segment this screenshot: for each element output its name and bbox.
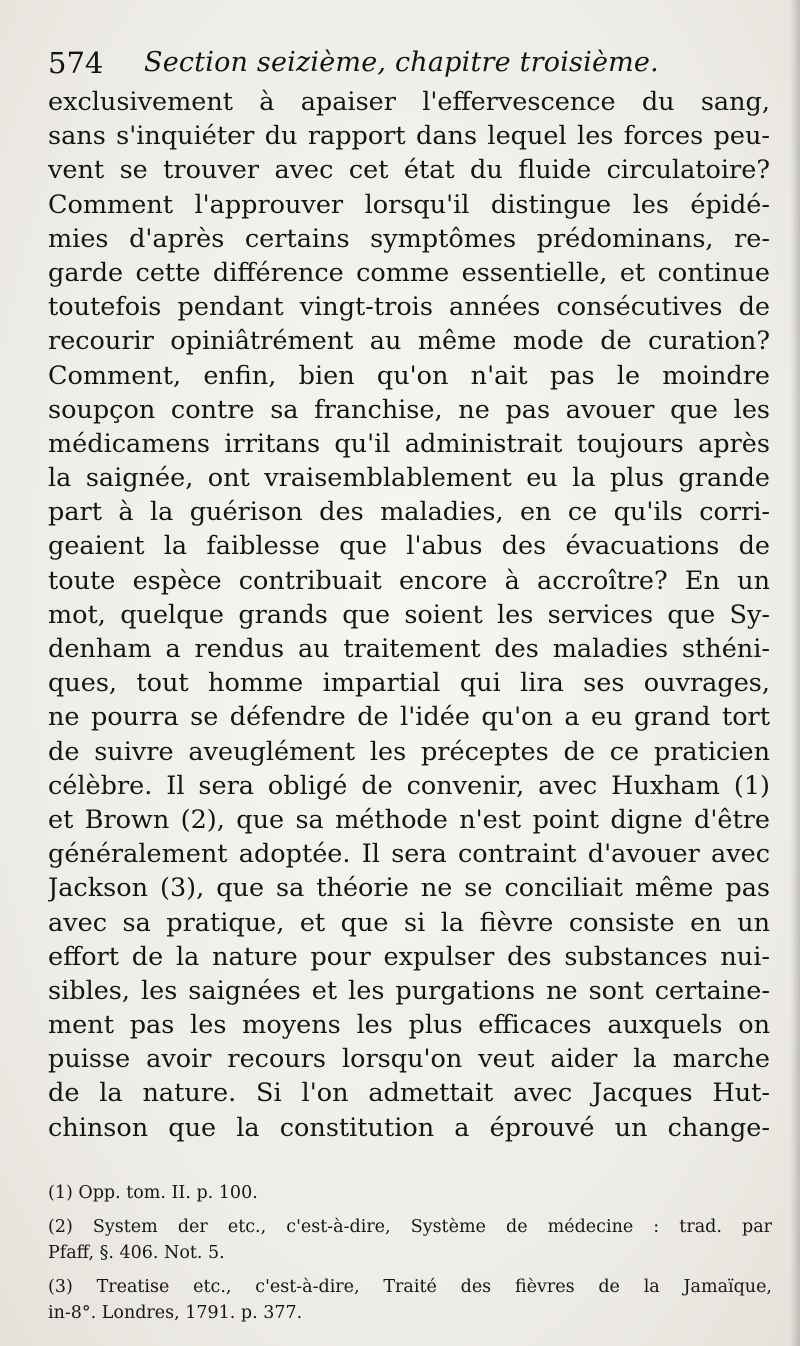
- running-head: Section seizième, chapitre troisième.: [144, 47, 659, 78]
- body-line: célèbre. Il sera obligé de convenir, avec Huxham (1): [48, 770, 770, 801]
- body-line: ment pas les moyens les plus efficaces auxquels on: [48, 1010, 770, 1041]
- footnote-3: (3) Treatise etc., c'est-à-dire, Traité des fièvres de la Jamaïque,: [48, 1277, 772, 1297]
- body-line: garde cette différence comme essentielle, et continue: [48, 257, 770, 288]
- page-header: [48, 44, 768, 82]
- body-line: soupçon contre sa franchise, ne pas avouer que les: [48, 394, 770, 425]
- body-line: toutefois pendant vingt-trois années consécutives de: [48, 292, 770, 323]
- body-text: [48, 85, 770, 1145]
- body-line: sibles, les saignées et les purgations ne sont certaine-: [48, 975, 770, 1006]
- body-line: part à la guérison des maladies, en ce qu'ils corri-: [48, 497, 770, 528]
- body-line: Jackson (3), que sa théorie ne se conciliait même pas: [48, 873, 770, 904]
- footnote-2: (2) System der etc., c'est-à-dire, Système de médecine : trad. par: [48, 1217, 772, 1237]
- body-line: de la nature. Si l'on admettait avec Jacques Hut-: [48, 1078, 770, 1109]
- body-line: exclusivement à apaiser l'effervescence du sang,: [48, 87, 770, 117]
- footnote-1: (1) Opp. tom. II. p. 100.: [48, 1183, 258, 1203]
- body-line: geaient la faiblesse que l'abus des évacuations de: [48, 531, 770, 562]
- page-edge-shadow: [790, 0, 800, 1346]
- body-line: effort de la nature pour expulser des substances nui-: [48, 941, 770, 972]
- body-line: toute espèce contribuait encore à accroître? En un: [48, 565, 770, 596]
- footnote-gap: [48, 1206, 772, 1214]
- body-line: généralement adoptée. Il sera contraint d'avouer avec: [48, 839, 770, 870]
- body-line: et Brown (2), que sa méthode n'est point digne d'être: [48, 804, 770, 835]
- body-line: Comment l'approuver lorsqu'il distingue les épidé-: [48, 189, 770, 220]
- body-line: chinson que la constitution a éprouvé un change-: [48, 1112, 770, 1143]
- body-line: de suivre aveuglément les préceptes de ce praticien: [48, 736, 770, 767]
- body-line: denham a rendus au traitement des maladies sthéni-: [48, 634, 770, 664]
- body-line: mot, quelque grands que soient les services que Sy-: [48, 599, 770, 630]
- body-line: ques, tout homme impartial qui lira ses ouvrages,: [48, 668, 770, 699]
- footnote-2-continued: Pfaff, §. 406. Not. 5.: [48, 1243, 225, 1263]
- body-line: la saignée, ont vraisemblablement eu la plus grande: [48, 463, 770, 494]
- body-line: ne pourra se défendre de l'idée qu'on a eu grand tort: [48, 702, 770, 733]
- body-line: médicamens irritans qu'il administrait toujours après: [48, 428, 770, 459]
- body-line: puisse avoir recours lorsqu'on veut aider la marche: [48, 1044, 770, 1075]
- body-line: recourir opiniâtrément au même mode de curation?: [48, 326, 770, 357]
- footnote-gap: [48, 1266, 772, 1274]
- body-line: mies d'après certains symptômes prédominans, re-: [48, 223, 770, 254]
- footnote-3-continued: in-8°. Londres, 1791. p. 377.: [48, 1303, 303, 1323]
- body-line: sans s'inquiéter du rapport dans lequel les forces peu-: [48, 121, 770, 152]
- page-number: 574: [48, 46, 104, 80]
- body-line: vent se trouver avec cet état du fluide circulatoire?: [48, 155, 770, 186]
- body-line: avec sa pratique, et que si la fièvre consiste en un: [48, 907, 770, 938]
- footnotes: [48, 1180, 772, 1326]
- body-line: Comment, enfin, bien qu'on n'ait pas le moindre: [48, 360, 770, 391]
